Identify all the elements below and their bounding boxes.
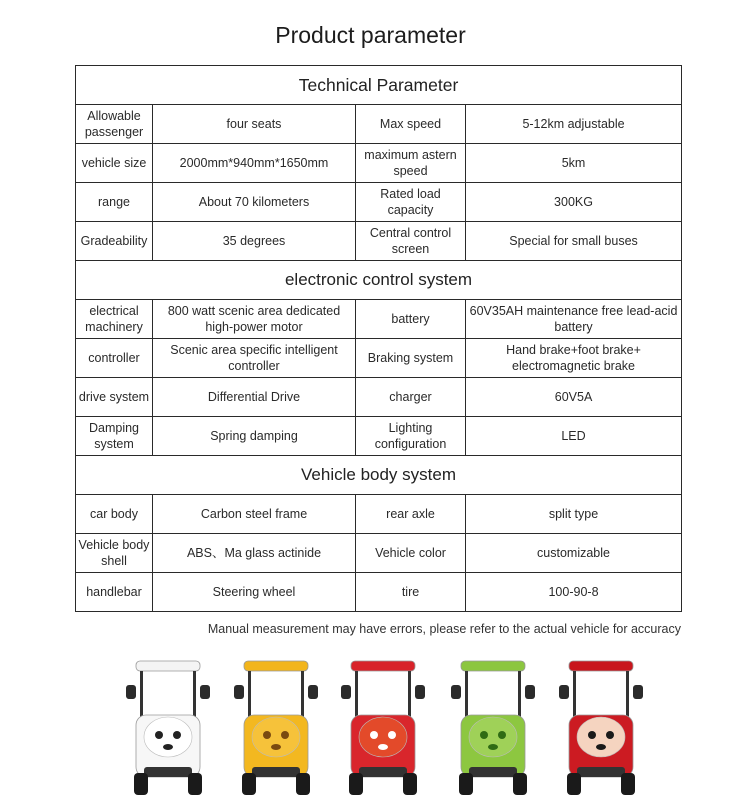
page-title: Product parameter <box>275 22 466 48</box>
param-value-cell: 100-90-8 <box>466 573 682 612</box>
param-value-cell: 5km <box>466 144 682 183</box>
tiger-car-icon <box>230 655 322 803</box>
spec-table <box>75 65 682 612</box>
car-gallery <box>100 655 645 805</box>
param-label-cell: drive system <box>76 378 153 417</box>
param-value-cell: 60V5A <box>466 378 682 417</box>
panda-car-icon <box>122 655 214 803</box>
param-label-cell: handlebar <box>76 573 153 612</box>
param-label-cell: Central control screen <box>356 222 466 261</box>
param-label-cell: Braking system <box>356 339 466 378</box>
param-label-cell: controller <box>76 339 153 378</box>
param-value-cell: 800 watt scenic area dedicated high-power motor <box>153 300 356 339</box>
section-header-row <box>76 66 682 105</box>
param-label-cell: Damping system <box>76 417 153 456</box>
table-row <box>76 183 682 222</box>
param-value-cell: 5-12km adjustable <box>466 105 682 144</box>
param-label-cell: Vehicle body shell <box>76 534 153 573</box>
frog-car-icon <box>447 655 539 803</box>
param-value-cell: LED <box>466 417 682 456</box>
disclaimer-note: Manual measurement may have errors, please refer to the actual vehicle for accuracy <box>207 622 681 636</box>
param-value-cell: ABS、Ma glass actinide <box>153 534 356 573</box>
param-label-cell: tire <box>356 573 466 612</box>
param-label-cell: car body <box>76 495 153 534</box>
param-value-cell: 2000mm*940mm*1650mm <box>153 144 356 183</box>
table-row <box>76 144 682 183</box>
param-value-cell: split type <box>466 495 682 534</box>
table-row <box>76 378 682 417</box>
param-value-cell: Steering wheel <box>153 573 356 612</box>
param-label-cell: vehicle size <box>76 144 153 183</box>
table-row <box>76 300 682 339</box>
section-title: Technical Parameter <box>76 66 682 105</box>
section-title: Vehicle body system <box>76 456 682 495</box>
fox-car-icon <box>337 655 429 803</box>
table-row <box>76 339 682 378</box>
param-label-cell: battery <box>356 300 466 339</box>
param-value-cell: Scenic area specific intelligent controller <box>153 339 356 378</box>
param-value-cell: Special for small buses <box>466 222 682 261</box>
param-label-cell: Gradeability <box>76 222 153 261</box>
param-value-cell: customizable <box>466 534 682 573</box>
param-value-cell: Differential Drive <box>153 378 356 417</box>
param-label-cell: Allowable passenger <box>76 105 153 144</box>
section-title: electronic control system <box>76 261 682 300</box>
param-label-cell: electrical machinery <box>76 300 153 339</box>
boy-car-icon <box>555 655 647 803</box>
param-value-cell: four seats <box>153 105 356 144</box>
table-row <box>76 222 682 261</box>
param-label-cell: charger <box>356 378 466 417</box>
param-value-cell: Carbon steel frame <box>153 495 356 534</box>
param-value-cell: Hand brake+foot brake+ electromagnetic brake <box>466 339 682 378</box>
param-value-cell: 60V35AH maintenance free lead-acid battery <box>466 300 682 339</box>
param-label-cell: maximum astern speed <box>356 144 466 183</box>
table-row <box>76 105 682 144</box>
param-value-cell: 300KG <box>466 183 682 222</box>
param-label-cell: rear axle <box>356 495 466 534</box>
param-label-cell: Vehicle color <box>356 534 466 573</box>
param-value-cell: Spring damping <box>153 417 356 456</box>
section-header-row <box>76 456 682 495</box>
param-label-cell: Max speed <box>356 105 466 144</box>
param-label-cell: Rated load capacity <box>356 183 466 222</box>
table-row <box>76 573 682 612</box>
table-row <box>76 417 682 456</box>
param-value-cell: 35 degrees <box>153 222 356 261</box>
table-row <box>76 495 682 534</box>
param-label-cell: Lighting configuration <box>356 417 466 456</box>
param-value-cell: About 70 kilometers <box>153 183 356 222</box>
param-label-cell: range <box>76 183 153 222</box>
table-row <box>76 534 682 573</box>
section-header-row <box>76 261 682 300</box>
